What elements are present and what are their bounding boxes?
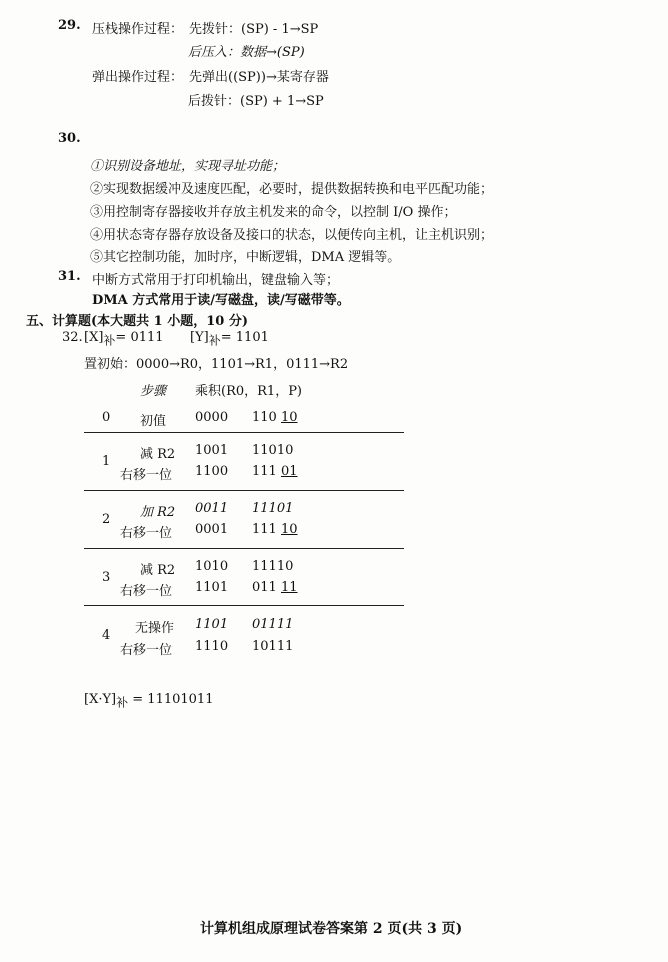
step-2-r0-a: 0011 bbox=[195, 501, 229, 516]
step-3-r0-a: 1010 bbox=[195, 559, 229, 574]
q32-x-expression: $[X]_补= 0111$ bbox=[84, 330, 164, 348]
q29-push-step1: 先拨针：(SP) - 1→SP bbox=[189, 22, 319, 37]
q30-number: 30. bbox=[58, 131, 81, 146]
step-4-r1p-a: 01111 bbox=[252, 617, 294, 632]
step-0-op: 初值 bbox=[140, 414, 167, 429]
step-0-number: 0 bbox=[102, 410, 111, 425]
step-3-r1p-b: 011 11 bbox=[252, 580, 298, 595]
step-1-number: 1 bbox=[102, 454, 111, 469]
step-1-op-b: 右移一位 bbox=[120, 468, 173, 483]
step-3-op-a: 减 R2 bbox=[140, 563, 176, 578]
q29-pop-label: 弹出操作过程： bbox=[92, 70, 184, 85]
step-4-r0-b: 1110 bbox=[195, 639, 229, 654]
step-4-number: 4 bbox=[102, 628, 111, 643]
step-3-op-b: 右移一位 bbox=[120, 584, 173, 599]
q29-push-label: 压栈操作过程： bbox=[92, 22, 184, 37]
q30-item-3: ③用控制寄存器接收并存放主机发来的命令，以控制 I/O 操作； bbox=[90, 205, 457, 220]
q29-pop-step2: 后拨针：(SP) + 1→SP bbox=[188, 94, 324, 109]
table-divider bbox=[84, 548, 404, 549]
q29-number: 29. bbox=[58, 18, 81, 33]
step-1-r1p-b: 111 01 bbox=[252, 464, 298, 479]
section-5-title: 五、计算题(本大题共 1 小题，10 分) bbox=[26, 314, 249, 329]
q32-init-line: 置初始：0000→R0，1101→R1，0111→R2 bbox=[84, 357, 349, 372]
step-4-op-a: 无操作 bbox=[135, 621, 175, 636]
table-header-product: 乘积(R0，R1，P) bbox=[195, 384, 303, 399]
table-divider bbox=[84, 490, 404, 491]
step-2-op-b: 右移一位 bbox=[120, 526, 173, 541]
q30-item-4: ④用状态寄存器存放设备及接口的状态，以便传向主机，让主机识别； bbox=[90, 228, 494, 243]
q31-line2: DMA 方式常用于读/写磁盘，读/写磁带等。 bbox=[92, 293, 350, 308]
step-2-r1p-b: 111 10 bbox=[252, 522, 298, 537]
q32-number: 32. bbox=[62, 330, 83, 345]
step-2-r0-b: 0001 bbox=[195, 522, 229, 537]
q29-push-step2: 后压入：数据→(SP) bbox=[188, 45, 305, 60]
step-3-r0-b: 1101 bbox=[195, 580, 229, 595]
q30-item-5: ⑤其它控制功能，加时序，中断逻辑，DMA 逻辑等。 bbox=[90, 250, 401, 265]
q31-line1: 中断方式常用于打印机输出，键盘输入等； bbox=[92, 273, 340, 288]
step-3-number: 3 bbox=[102, 570, 111, 585]
q31-number: 31. bbox=[58, 269, 81, 284]
table-divider bbox=[84, 605, 404, 606]
q32-y-expression: $[Y]_补= 1101$ bbox=[190, 330, 269, 348]
q29-pop-step1: 先弹出((SP))→某寄存器 bbox=[189, 70, 329, 85]
q30-item-1: ①识别设备地址，实现寻址功能； bbox=[90, 159, 286, 174]
step-4-r1p-b: 10111 bbox=[252, 639, 294, 654]
table-divider bbox=[84, 432, 404, 433]
step-4-r0-a: 1101 bbox=[195, 617, 229, 632]
step-2-r1p-a: 11101 bbox=[252, 501, 294, 516]
step-0-r1p: 110 10 bbox=[252, 410, 298, 425]
step-0-r0: 0000 bbox=[195, 410, 229, 425]
page-footer: 计算机组成原理试卷答案第 2 页(共 3 页) bbox=[200, 921, 463, 937]
step-1-r0-b: 1100 bbox=[195, 464, 229, 479]
step-1-r1p-a: 11010 bbox=[252, 443, 294, 458]
step-4-op-b: 右移一位 bbox=[120, 643, 173, 658]
step-2-number: 2 bbox=[102, 512, 111, 527]
step-1-r0-a: 1001 bbox=[195, 443, 229, 458]
step-2-op-a: 加 R2 bbox=[140, 505, 176, 520]
q30-item-2: ②实现数据缓冲及速度匹配，必要时，提供数据转换和电平匹配功能； bbox=[90, 182, 494, 197]
step-3-r1p-a: 11110 bbox=[252, 559, 294, 574]
table-header-step: 步骤 bbox=[140, 384, 167, 399]
q32-result: $[X\cdot Y]_补 = 11101011$ bbox=[84, 692, 214, 710]
step-1-op-a: 减 R2 bbox=[140, 447, 176, 462]
